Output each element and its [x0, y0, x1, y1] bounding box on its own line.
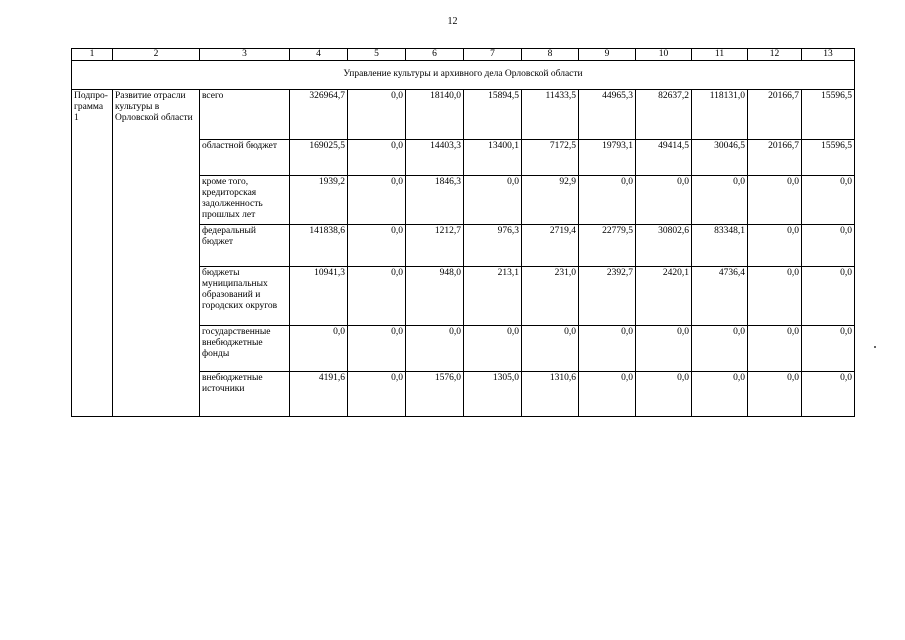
value-cell-col-12: 0,0 [748, 371, 802, 416]
value-cell-col-4: 4191,6 [290, 371, 348, 416]
column-number-10: 10 [636, 49, 692, 61]
value-cell-col-6: 1576,0 [406, 371, 464, 416]
value-cell-col-6: 1212,7 [406, 224, 464, 266]
value-cell-col-7: 0,0 [464, 175, 522, 224]
value-cell-col-5: 0,0 [348, 175, 406, 224]
value-cell-col-9: 0,0 [579, 371, 636, 416]
column-number-row [72, 49, 855, 61]
value-cell-col-5: 0,0 [348, 224, 406, 266]
column-number-11: 11 [692, 49, 748, 61]
column-number-8: 8 [522, 49, 579, 61]
program-label: Подпро-грамма 1 [72, 89, 113, 416]
value-cell-col-10: 49414,5 [636, 139, 692, 175]
value-cell-col-6: 18140,0 [406, 89, 464, 139]
value-cell-col-6: 1846,3 [406, 175, 464, 224]
value-cell-col-10: 82637,2 [636, 89, 692, 139]
department-title: Управление культуры и архивного дела Орловской области [72, 60, 855, 89]
value-cell-col-7: 976,3 [464, 224, 522, 266]
value-cell-col-9: 22779,5 [579, 224, 636, 266]
value-cell-col-13: 0,0 [802, 266, 855, 325]
value-cell-col-12: 0,0 [748, 224, 802, 266]
funding-source: всего [200, 89, 290, 139]
value-cell-col-7: 0,0 [464, 325, 522, 371]
value-cell-col-5: 0,0 [348, 139, 406, 175]
scan-speck [874, 346, 876, 348]
value-cell-col-4: 169025,5 [290, 139, 348, 175]
value-cell-col-10: 30802,6 [636, 224, 692, 266]
program-name: Развитие отрасли культуры в Орловской области [113, 89, 200, 416]
value-cell-col-8: 0,0 [522, 325, 579, 371]
column-number-6: 6 [406, 49, 464, 61]
value-cell-col-9: 44965,3 [579, 89, 636, 139]
value-cell-col-11: 4736,4 [692, 266, 748, 325]
value-cell-col-9: 19793,1 [579, 139, 636, 175]
value-cell-col-11: 0,0 [692, 371, 748, 416]
department-row [72, 60, 855, 89]
column-number-2: 2 [113, 49, 200, 61]
column-number-5: 5 [348, 49, 406, 61]
value-cell-col-7: 15894,5 [464, 89, 522, 139]
value-cell-col-13: 15596,5 [802, 89, 855, 139]
value-cell-col-9: 2392,7 [579, 266, 636, 325]
value-cell-col-6: 948,0 [406, 266, 464, 325]
value-cell-col-7: 13400,1 [464, 139, 522, 175]
funding-source: областной бюджет [200, 139, 290, 175]
column-number-12: 12 [748, 49, 802, 61]
value-cell-col-4: 326964,7 [290, 89, 348, 139]
value-cell-col-13: 15596,5 [802, 139, 855, 175]
funding-source: кроме того, кредиторская задолженность прошлых лет [200, 175, 290, 224]
budget-table [71, 48, 855, 417]
value-cell-col-12: 0,0 [748, 266, 802, 325]
value-cell-col-13: 0,0 [802, 325, 855, 371]
value-cell-col-7: 213,1 [464, 266, 522, 325]
table-row [72, 89, 855, 139]
value-cell-col-13: 0,0 [802, 371, 855, 416]
value-cell-col-8: 2719,4 [522, 224, 579, 266]
value-cell-col-4: 0,0 [290, 325, 348, 371]
funding-source: бюджеты муниципальных образований и городских округов [200, 266, 290, 325]
value-cell-col-4: 141838,6 [290, 224, 348, 266]
value-cell-col-4: 1939,2 [290, 175, 348, 224]
value-cell-col-7: 1305,0 [464, 371, 522, 416]
value-cell-col-13: 0,0 [802, 175, 855, 224]
value-cell-col-11: 83348,1 [692, 224, 748, 266]
page-number: 12 [447, 16, 458, 27]
value-cell-col-8: 92,9 [522, 175, 579, 224]
value-cell-col-11: 30046,5 [692, 139, 748, 175]
value-cell-col-8: 11433,5 [522, 89, 579, 139]
column-number-7: 7 [464, 49, 522, 61]
value-cell-col-5: 0,0 [348, 325, 406, 371]
value-cell-col-11: 118131,0 [692, 89, 748, 139]
value-cell-col-5: 0,0 [348, 266, 406, 325]
value-cell-col-8: 7172,5 [522, 139, 579, 175]
value-cell-col-5: 0,0 [348, 371, 406, 416]
value-cell-col-12: 0,0 [748, 325, 802, 371]
funding-source: внебюджетные источники [200, 371, 290, 416]
column-number-3: 3 [200, 49, 290, 61]
value-cell-col-12: 20166,7 [748, 139, 802, 175]
column-number-4: 4 [290, 49, 348, 61]
value-cell-col-9: 0,0 [579, 175, 636, 224]
value-cell-col-12: 20166,7 [748, 89, 802, 139]
value-cell-col-6: 0,0 [406, 325, 464, 371]
value-cell-col-6: 14403,3 [406, 139, 464, 175]
value-cell-col-12: 0,0 [748, 175, 802, 224]
value-cell-col-10: 0,0 [636, 175, 692, 224]
value-cell-col-10: 0,0 [636, 371, 692, 416]
column-number-9: 9 [579, 49, 636, 61]
value-cell-col-5: 0,0 [348, 89, 406, 139]
column-number-1: 1 [72, 49, 113, 61]
value-cell-col-8: 1310,6 [522, 371, 579, 416]
value-cell-col-11: 0,0 [692, 175, 748, 224]
value-cell-col-9: 0,0 [579, 325, 636, 371]
value-cell-col-8: 231,0 [522, 266, 579, 325]
value-cell-col-10: 2420,1 [636, 266, 692, 325]
column-number-13: 13 [802, 49, 855, 61]
value-cell-col-11: 0,0 [692, 325, 748, 371]
funding-source: государственные внебюджетные фонды [200, 325, 290, 371]
value-cell-col-10: 0,0 [636, 325, 692, 371]
funding-source: федеральный бюджет [200, 224, 290, 266]
value-cell-col-13: 0,0 [802, 224, 855, 266]
value-cell-col-4: 10941,3 [290, 266, 348, 325]
